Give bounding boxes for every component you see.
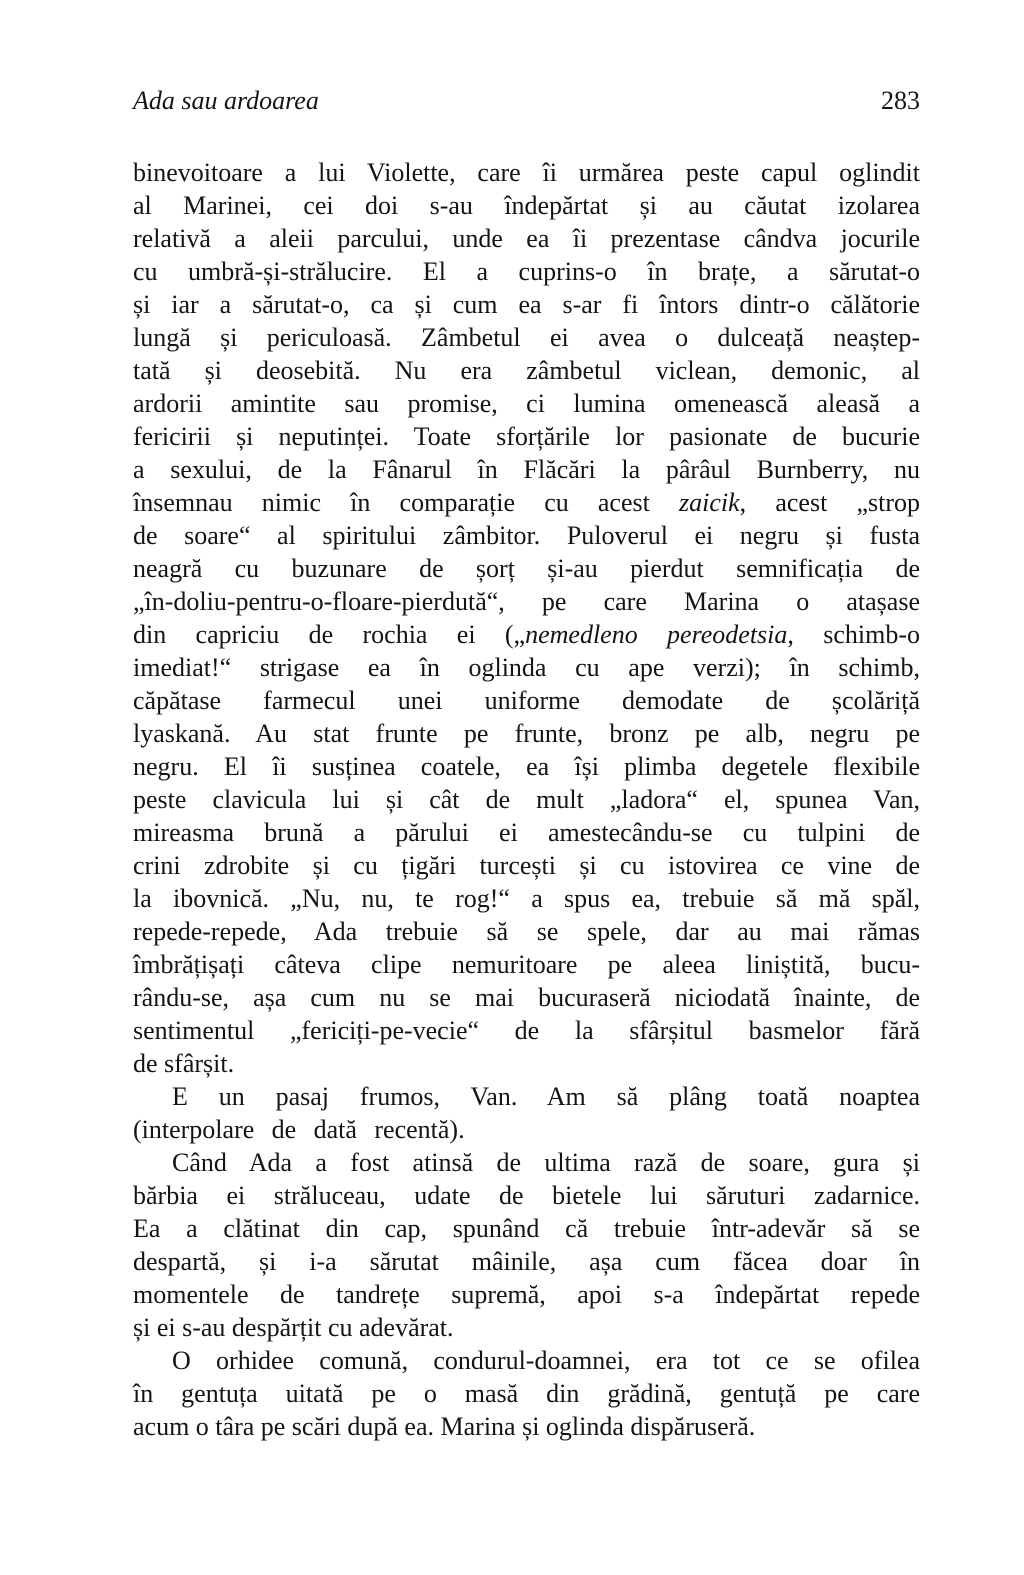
text-segment: binevoitoare a lui Violette, care îi urmărea peste capul oglindit — [133, 158, 920, 187]
italic-phrase: nemedleno pereodetsia — [525, 620, 788, 649]
text-line — [133, 585, 920, 618]
text-line — [133, 1014, 920, 1047]
text-segment: Ea a clătinat din cap, spunând că trebuie într-adevăr să se — [133, 1214, 920, 1243]
text-line — [133, 1146, 920, 1179]
text-line — [133, 453, 920, 486]
text-line — [133, 1377, 920, 1410]
text-segment: mireasma brună a părului ei amestecându-se cu tulpini de — [133, 818, 920, 847]
text-line — [133, 1245, 920, 1278]
italic-phrase: zaicik — [679, 488, 740, 517]
text-segment: bărbia ei străluceau, udate de bietele lui săruturi zadarnice. — [133, 1181, 920, 1210]
text-line — [133, 288, 920, 321]
text-line — [133, 354, 920, 387]
text-segment: însemnau nimic în comparație cu acest — [133, 488, 680, 517]
text-segment: a sexului, de la Fânarul în Flăcări la pârâul Burnberry, nu — [133, 455, 920, 484]
text-line — [133, 1113, 920, 1146]
paragraph — [133, 1080, 920, 1146]
text-segment: E un pasaj frumos, Van. Am să plâng toată noaptea — [172, 1082, 920, 1111]
text-line — [133, 651, 920, 684]
text-segment: O orhidee comună, condurul-doamnei, era tot ce se ofilea — [172, 1346, 920, 1375]
text-line — [133, 981, 920, 1014]
text-segment: crini zdrobite și cu țigări turcești și cu istovirea ce vine de — [133, 851, 920, 880]
text-segment: la ibovnică. „Nu, nu, te rog!“ a spus ea, trebuie să mă spăl, — [133, 884, 920, 913]
text-line — [133, 156, 920, 189]
text-segment: rându-se, așa cum nu se mai bucuraseră niciodată înainte, de — [133, 983, 920, 1012]
text-segment: peste clavicula lui și cât de mult „ladora“ el, spunea Van, — [133, 785, 920, 814]
text-line — [133, 948, 920, 981]
text-line — [133, 618, 920, 651]
text-line — [133, 486, 920, 519]
paragraph — [133, 1146, 920, 1344]
text-segment: de soare“ al spiritului zâmbitor. Puloverul ei negru și fusta — [133, 521, 920, 550]
text-line — [133, 321, 920, 354]
text-line — [133, 189, 920, 222]
text-segment: negru. El îi susținea coatele, ea își plimba degetele flexibile — [133, 752, 920, 781]
text-segment: despartă, și i-a sărutat mâinile, așa cum făcea doar în — [133, 1247, 920, 1276]
text-line — [133, 420, 920, 453]
text-segment: relativă a aleii parcului, unde ea îi prezentase cândva jocurile — [133, 224, 920, 253]
text-line — [133, 1212, 920, 1245]
text-line — [133, 222, 920, 255]
text-segment: neagră cu buzunare de șorț și-au pierdut semnificația de — [133, 554, 920, 583]
text-line — [133, 1410, 920, 1443]
text-segment: Când Ada a fost atinsă de ultima rază de soare, gura și — [172, 1148, 920, 1177]
text-segment: acum o târa pe scări după ea. Marina și oglinda dispăruseră. — [133, 1412, 756, 1441]
text-line — [133, 387, 920, 420]
text-segment: tată și deosebită. Nu era zâmbetul viclean, demonic, al — [133, 356, 920, 385]
text-segment: al Marinei, cei doi s-au îndepărtat și au căutat izolarea — [133, 191, 920, 220]
text-segment: și iar a sărutat-o, ca și cum ea s-ar fi întors dintr-o călătorie — [133, 290, 920, 319]
text-segment: din capriciu de rochia ei („ — [133, 620, 526, 649]
text-line — [133, 816, 920, 849]
text-line — [133, 684, 920, 717]
text-line — [133, 1179, 920, 1212]
text-line — [133, 1080, 920, 1113]
text-line — [133, 1278, 920, 1311]
text-segment: fericirii și neputinței. Toate sforțările lor pasionate de bucurie — [133, 422, 920, 451]
text-line — [133, 255, 920, 288]
text-line — [133, 882, 920, 915]
text-line — [133, 849, 920, 882]
text-segment: lungă și periculoasă. Zâmbetul ei avea o dulceață neaștep- — [133, 323, 920, 352]
text-line — [133, 1047, 920, 1080]
text-line — [133, 783, 920, 816]
text-segment: repede-repede, Ada trebuie să se spele, dar au mai rămas — [133, 917, 920, 946]
text-segment: ardorii amintite sau promise, ci lumina omenească aleasă a — [133, 389, 920, 418]
text-segment: de sfârșit. — [133, 1049, 235, 1078]
text-segment: (interpolare de dată recentă). — [133, 1115, 465, 1144]
text-segment: sentimentul „fericiți-pe-vecie“ de la sfârșitul basmelor fără — [133, 1016, 920, 1045]
text-line — [133, 1344, 920, 1377]
text-segment: în gentuța uitată pe o masă din grădină, gentuță pe care — [133, 1379, 920, 1408]
text-line — [133, 750, 920, 783]
text-segment: căpătase farmecul unei uniforme demodate de școlăriță — [133, 686, 920, 715]
page-number: 283 — [881, 86, 920, 115]
running-title: Ada sau ardoarea — [133, 86, 319, 115]
text-segment: momentele de tandrețe supremă, apoi s-a îndepărtat repede — [133, 1280, 920, 1309]
text-segment: imediat!“ strigase ea în oglinda cu ape verzi); în schimb, — [133, 653, 920, 682]
text-line — [133, 552, 920, 585]
text-segment: , acest „strop — [739, 488, 920, 517]
text-segment: îmbrățișați câteva clipe nemuritoare pe aleea liniștită, bucu- — [133, 950, 920, 979]
text-line — [133, 915, 920, 948]
text-line — [133, 717, 920, 750]
text-segment: , schimb-o — [787, 620, 920, 649]
text-segment: cu umbră-și-strălucire. El a cuprins-o în brațe, a sărutat-o — [133, 257, 920, 286]
paragraph — [133, 1344, 920, 1443]
paragraph — [133, 156, 920, 1080]
text-line — [133, 1311, 920, 1344]
text-line — [133, 519, 920, 552]
text-segment: și ei s-au despărțit cu adevărat. — [133, 1313, 454, 1342]
running-header — [133, 84, 920, 117]
text-block — [133, 156, 920, 1443]
text-segment: lyaskană. Au stat frunte pe frunte, bronz pe alb, negru pe — [133, 719, 920, 748]
text-segment: „în-doliu-pentru-o-floare-pierdută“, pe care Marina o atașase — [133, 587, 920, 616]
